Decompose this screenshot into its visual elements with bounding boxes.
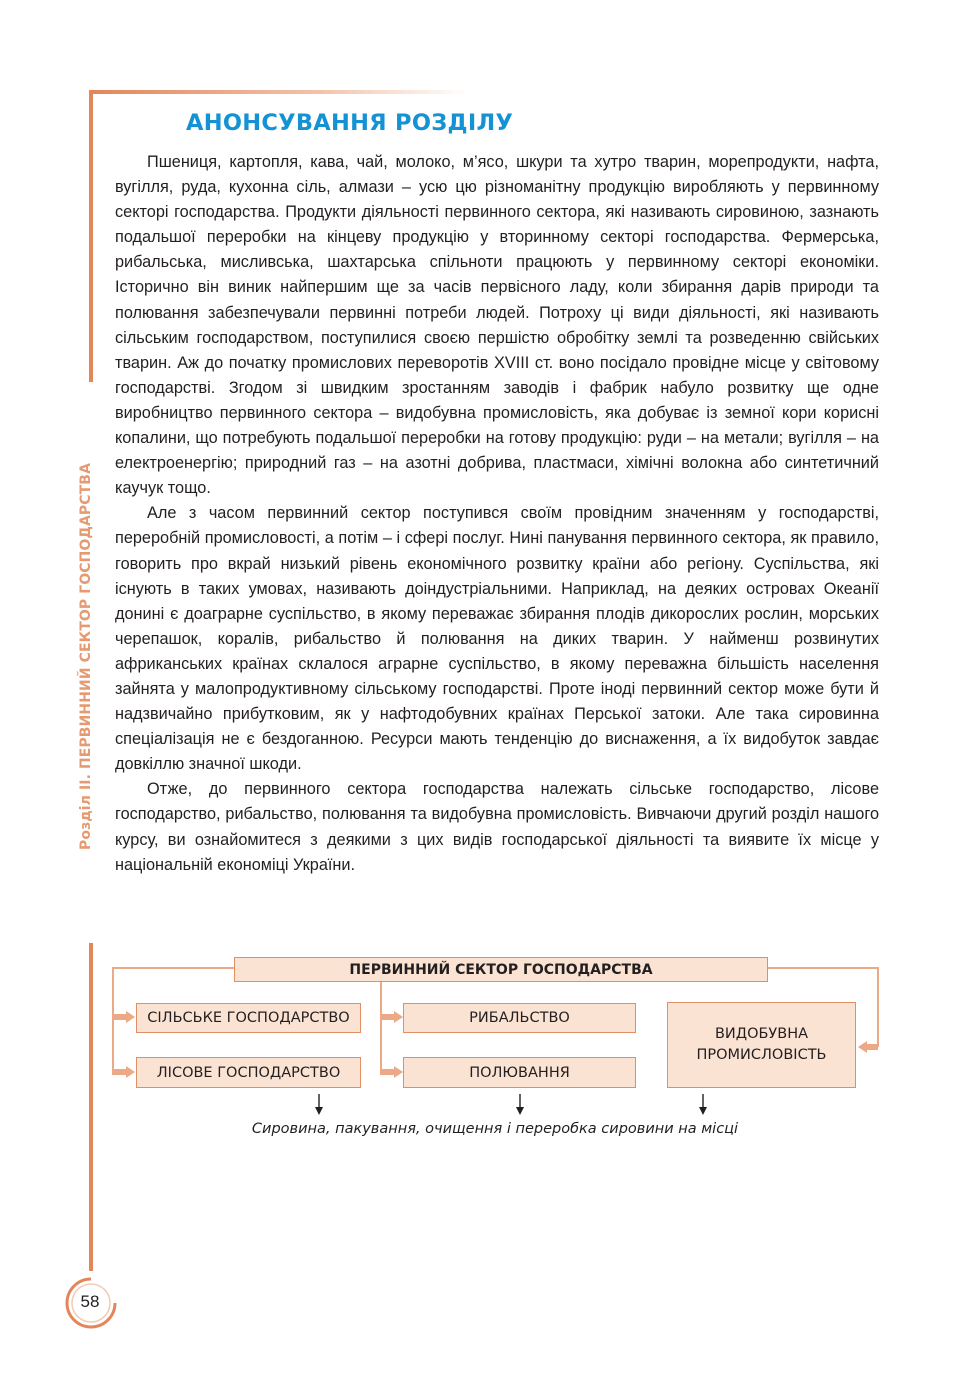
- connector-line: [877, 967, 879, 1047]
- connector-line: [380, 981, 382, 1075]
- arrow-right-icon: [126, 1066, 135, 1078]
- paragraph: Отже, до первинного сектора господарства належать сільське господарство, лісове господарство, рибальство, полювання та видобувна промисловість. Вивчаючи другий розділ нашого курсу, ви ознайомитеся з деякими з цих видів господарської діяльності та виявите їх місце у національній економіці України.: [115, 780, 879, 874]
- agriculture-label: СІЛЬСЬКЕ ГОСПОДАРСТВО: [147, 1010, 350, 1026]
- arrow-right-icon: [126, 1011, 135, 1023]
- connector-line: [112, 967, 114, 1075]
- paragraph: Але з часом первинний сектор поступився своїм провідним значенням у господарстві, переробній промисловості, а потім – і сфері послуг. Нині панування первинного сектора, як правило, говорить про вкрай низький рівень економічного розвитку країни або регіону. Суспільства, які існують в таких умовах, називають доіндустріальними. Наприклад, на деяких островах Океанії донині є доаграрне суспільство, в якому переважає збирання плодів дикорослих рослин, морських черепашок, коралів, рибальство й полювання на диких тварин. У найменш розвинутих африканських країнах склалося аграрне суспільство, в якому переважна більшість населення зайнята у малопродуктивному сільському господарстві. Проте іноді первинний сектор може бути й надзвичайно прибутковим, як у нафтодобувних країнах Перської затоки. Але така сировинна спеціалізація не є бездоганною. Ресурси мають тенденцію до виснаження, а їх видобуток завдає довкіллю значної шкоди.: [115, 504, 879, 774]
- mining-box: [667, 1002, 856, 1088]
- arrow-shaft: [866, 1044, 878, 1050]
- arrow-down-icon: [514, 1094, 526, 1116]
- arrow-right-icon: [394, 1066, 403, 1078]
- arrow-right-icon: [394, 1011, 403, 1023]
- connector-line: [112, 967, 234, 969]
- hunting-box: [403, 1057, 636, 1088]
- forestry-label: ЛІСОВЕ ГОСПОДАРСТВО: [156, 1064, 341, 1081]
- diagram-caption: Сировина, пакування, очищення і переробка сировини на місці: [251, 1121, 739, 1137]
- main-sector-label: ПЕРВИННИЙ СЕКТОР ГОСПОДАРСТВА: [349, 961, 653, 978]
- arrow-left-icon: [858, 1041, 867, 1053]
- hunting-label: ПОЛЮВАННЯ: [469, 1064, 570, 1081]
- connector-line: [766, 967, 879, 969]
- mining-label-line1: ВИДОБУВНА: [714, 1026, 809, 1042]
- mining-label-line2: ПРОМИСЛОВІСТЬ: [696, 1047, 827, 1063]
- forestry-box: [136, 1057, 361, 1088]
- main-sector-box: [234, 957, 768, 982]
- agriculture-box: [136, 1003, 361, 1033]
- arrow-down-icon: [313, 1094, 325, 1116]
- arrow-down-icon: [697, 1094, 709, 1116]
- page-number: 58: [80, 1292, 100, 1311]
- section-title: АНОНСУВАННЯ РОЗДІЛУ: [186, 110, 514, 136]
- fishing-box: [403, 1003, 636, 1033]
- side-chapter-label-text: Розділ ІІ. ПЕРВИННИЙ СЕКТОР ГОСПОДАРСТВА: [78, 462, 94, 850]
- fishing-label: РИБАЛЬСТВО: [469, 1010, 570, 1026]
- paragraph: Пшениця, картопля, кава, чай, молоко, м’ясо, шкури та хутро тварин, морепродукти, нафта, вугілля, руда, кухонна сіль, алмази – усю цю різноманітну продукцію виробляють у первинному секторі господарства. Продукти діяльності первинного сектора, які називають сировиною, зазнають подальшої переробки на кінцеву продукцію у вторинному секторі господарства. Фермерська, рибальська, мисливська, шахтарська спільноти працюють у первинному секторі економіки. Історично він виник найпершим ще за часів первісного ладу, коли збирання дарів природи та полювання забезпечували первинні потреби людей. Потроху ці види діяльності, які називають сільським господарством, поступилися своєю першістю обробітку землі та розведенню свійських тварин. Аж до початку промислових переворотів XVIII ст. воно посідало провідне місце у світовому господарстві. Згодом зі швидким зростанням заводів і фабрик набуло розвитку ще одне виробництво первинного сектора – видобувна промисловість, яка добуває із земної кори корисні копалини, що потребують подальшої переробки на готову продукцію: руди – на метали; вугілля – на електроенергію; природний газ – на азотні добрива, пластмаси, хімічні волокна або синтетичний каучук тощо.: [115, 153, 879, 498]
